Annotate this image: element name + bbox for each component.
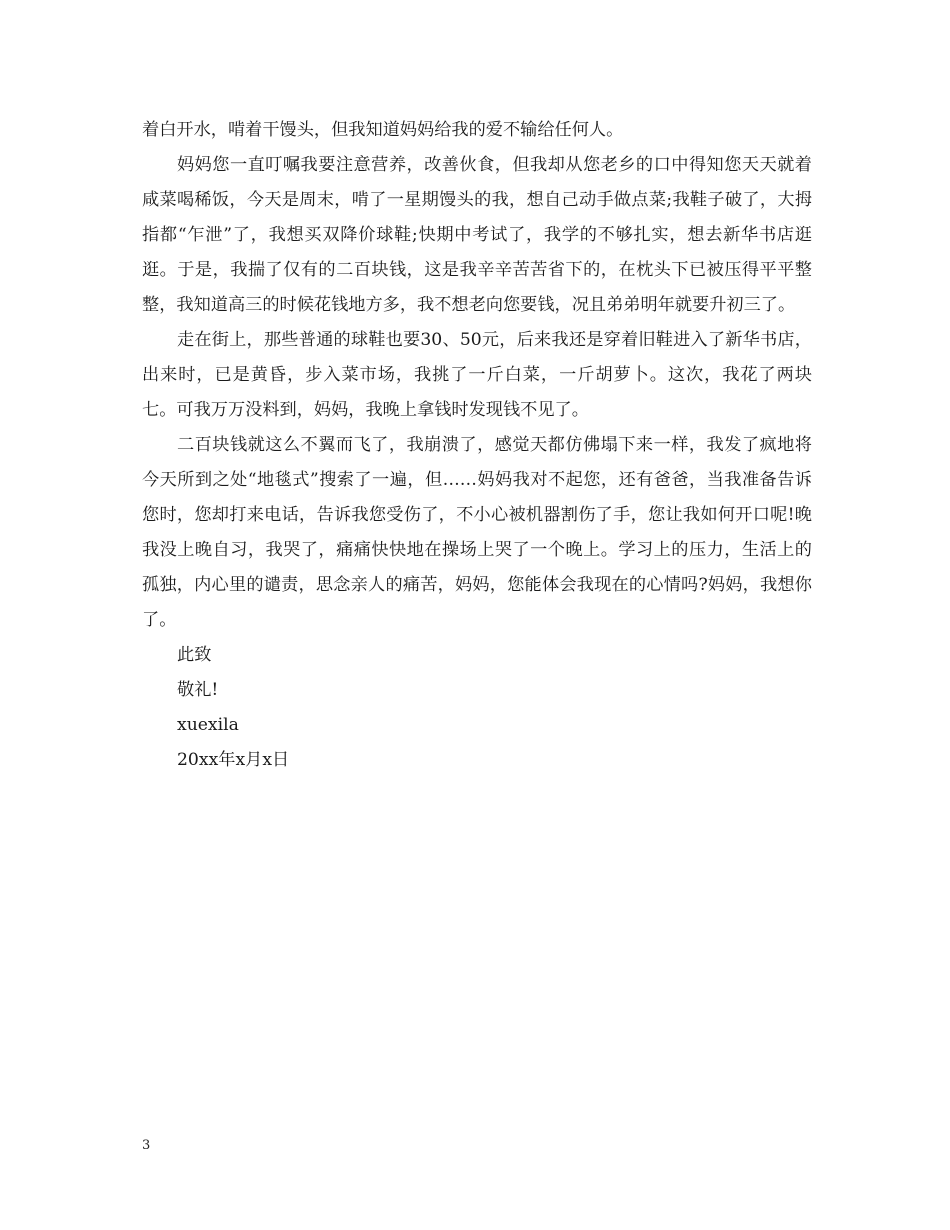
closing-regards: 敬礼! <box>177 680 219 700</box>
page-number: 3 <box>142 1138 151 1153</box>
letter-date: 20xx年x月x日 <box>177 750 290 770</box>
paragraph-lost-money: 二百块钱就这么不翼而飞了，我崩溃了，感觉天都仿佛塌下来一样，我发了疯地将今天所到之处“地毯式”搜索了一遍，但……妈妈我对不起您，还有爸爸，当我准备告诉您时，您却打来电话，告诉我您受伤了，不小心被机器割伤了手，您让我如何开口呢!晚我没上晚自习，我哭了，痛痛快快地在操场上哭了一个晚上。学习上的压力，生活上的孤独，内心里的谴责，思念亲人的痛苦，妈妈，您能体会我现在的心情吗?妈妈，我想你了。 <box>142 435 812 630</box>
document-body <box>142 113 812 778</box>
paragraph-street-shopping: 走在街上，那些普通的球鞋也要30、50元，后来我还是穿着旧鞋进入了新华书店，出来时，已是黄昏，步入菜市场，我挑了一斤白菜，一斤胡萝卜。这次，我花了两块七。可我万万没料到，妈妈，我晚上拿钱时发现钱不见了。 <box>142 330 812 420</box>
paragraph-continuation: 着白开水，啃着干馒头，但我知道妈妈给我的爱不输给任何人。 <box>142 120 624 140</box>
signature: xuexila <box>177 715 239 735</box>
paragraph-mother-advice: 妈妈您一直叮嘱我要注意营养，改善伙食，但我却从您老乡的口中得知您天天就着咸菜喝稀饭，今天是周末，啃了一星期馒头的我，想自己动手做点菜;我鞋子破了，大拇指都“乍泄”了，我想买双降价球鞋;快期中考试了，我学的不够扎实，想去新华书店逛逛。于是，我揣了仅有的二百块钱，这是我辛辛苦苦省下的，在枕头下已被压得平平整整，我知道高三的时候花钱地方多，我不想老向您要钱，况且弟弟明年就要升初三了。 <box>142 155 812 315</box>
closing-salutation: 此致 <box>177 645 212 665</box>
